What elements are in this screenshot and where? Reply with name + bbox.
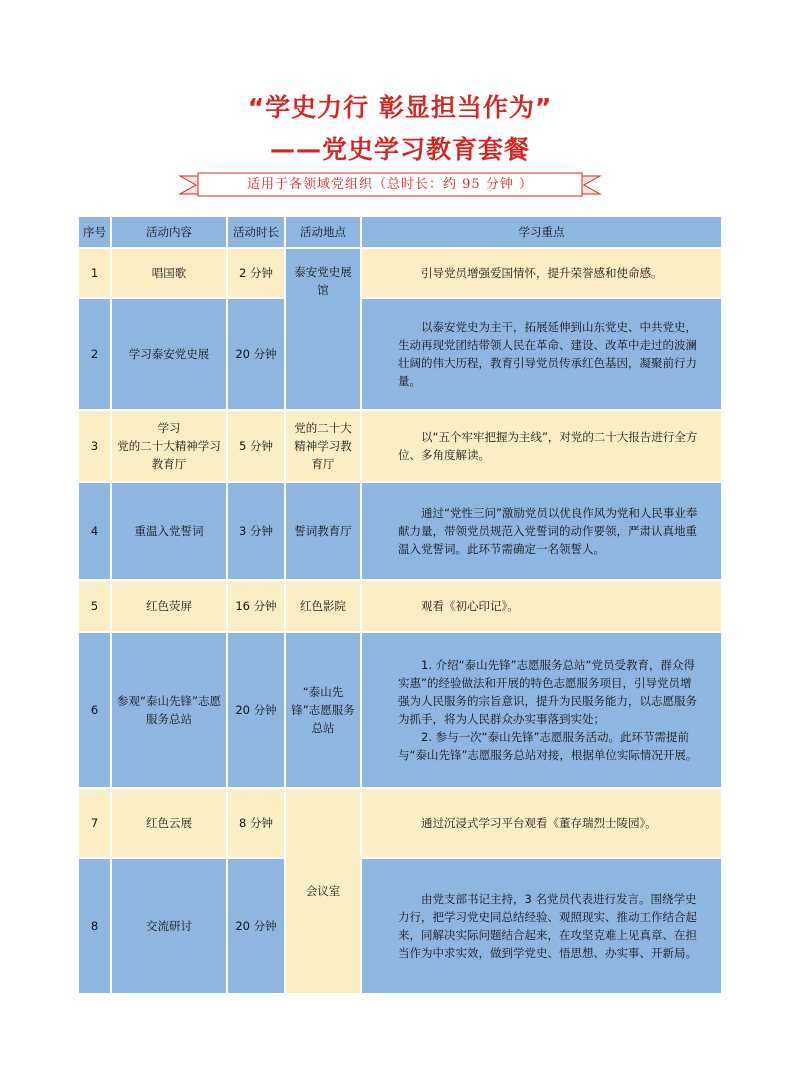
cell-location: 党的二十大精神学习教育厅 (286, 411, 360, 481)
cell-no: 3 (79, 411, 110, 481)
cell-focus: 观看《初心印记》。 (362, 581, 721, 631)
cell-no: 1 (79, 249, 110, 297)
table-row (79, 581, 721, 631)
cell-content: 重温入党誓词 (112, 483, 226, 579)
cell-focus: 通过沉浸式学习平台观看《董存瑞烈士陵园》。 (362, 789, 721, 857)
table-header-row (79, 217, 721, 247)
cell-duration: 20 分钟 (228, 299, 284, 409)
table-row (79, 789, 721, 857)
cell-content: 学习泰安党史展 (112, 299, 226, 409)
cell-duration: 20 分钟 (228, 859, 284, 993)
cell-focus: 以“五个牢牢把握为主线”，对党的二十大报告进行全方位、多角度解读。 (362, 411, 721, 481)
cell-focus: 通过“党性三问”激励党员以优良作风为党和人民事业奉献力量，带领党员规范入党誓词的动作要领，严肃认真地重温入党誓词。此环节需确定一名领誓人。 (362, 483, 721, 579)
header-content: 活动内容 (112, 217, 226, 247)
page-title-line1: “学史力行 彰显担当作为” (247, 93, 553, 122)
subtitle-text: 适用于各领域党组织（总时长：约 95 分钟 ） (247, 177, 533, 192)
cell-content: 唱国歌 (112, 249, 226, 297)
location-text: 泰安党史展馆 (294, 265, 352, 297)
cell-duration: 2 分钟 (228, 249, 284, 297)
table-row (79, 299, 721, 409)
cell-duration: 5 分钟 (228, 411, 284, 481)
cell-location-merged (286, 789, 360, 993)
cell-focus: 1. 介绍“泰山先锋”志愿服务总站“党员受教育，群众得实惠”的经验做法和开展的特色志愿服务项目，引导党员增强为人民服务的宗旨意识，提升为民服务能力，以志愿服务为抓手，将为人民群众办实事落到实处； 2. 参与一次“泰山先锋”志愿服务活动。此环节需提前与“泰山先锋”志愿服务总站对接，根据单位实际情况开展。 (362, 633, 721, 787)
cell-no: 4 (79, 483, 110, 579)
cell-focus: 引导党员增强爱国情怀，提升荣誉感和使命感。 (362, 249, 721, 297)
cell-content: 红色云展 (112, 789, 226, 857)
header-duration: 活动时长 (228, 217, 284, 247)
cell-no: 7 (79, 789, 110, 857)
cell-duration: 20 分钟 (228, 633, 284, 787)
activity-table (77, 215, 723, 995)
cell-content: 参观“泰山先锋”志愿服务总站 (112, 633, 226, 787)
page-title-line2: ——党史学习教育套餐 (269, 135, 530, 164)
location-text: 会议室 (305, 884, 341, 898)
cell-content: 学习 党的二十大精神学习教育厅 (112, 411, 226, 481)
cell-focus: 以泰安党史为主干，拓展延伸到山东党史、中共党史，生动再现党团结带领人民在革命、建设、改革中走过的波澜壮阔的伟大历程，教育引导党员传承红色基因，凝聚前行力量。 (362, 299, 721, 409)
cell-no: 2 (79, 299, 110, 409)
table-row (79, 859, 721, 993)
subtitle-ribbon (178, 172, 602, 198)
cell-duration: 3 分钟 (228, 483, 284, 579)
cell-content: 红色荧屏 (112, 581, 226, 631)
cell-no: 5 (79, 581, 110, 631)
cell-location-merged (286, 249, 360, 409)
header-no: 序号 (79, 217, 110, 247)
header-focus: 学习重点 (362, 217, 721, 247)
cell-no: 6 (79, 633, 110, 787)
cell-no: 8 (79, 859, 110, 993)
cell-location: “泰山先锋”志愿服务总站 (286, 633, 360, 787)
header-location: 活动地点 (286, 217, 360, 247)
table-row (79, 249, 721, 297)
table-row (79, 633, 721, 787)
cell-content: 交流研讨 (112, 859, 226, 993)
cell-location: 誓词教育厅 (286, 483, 360, 579)
cell-focus: 由党支部书记主持，3 名党员代表进行发言。围绕学史力行，把学习党史同总结经验、观照现实、推动工作结合起来，同解决实际问题结合起来，在攻坚克难上见真章、在担当作为中求实效，做到学党史、悟思想、办实事、开新局。 (362, 859, 721, 993)
cell-location: 红色影院 (286, 581, 360, 631)
cell-duration: 16 分钟 (228, 581, 284, 631)
table-row (79, 483, 721, 579)
table-row (79, 411, 721, 481)
cell-duration: 8 分钟 (228, 789, 284, 857)
